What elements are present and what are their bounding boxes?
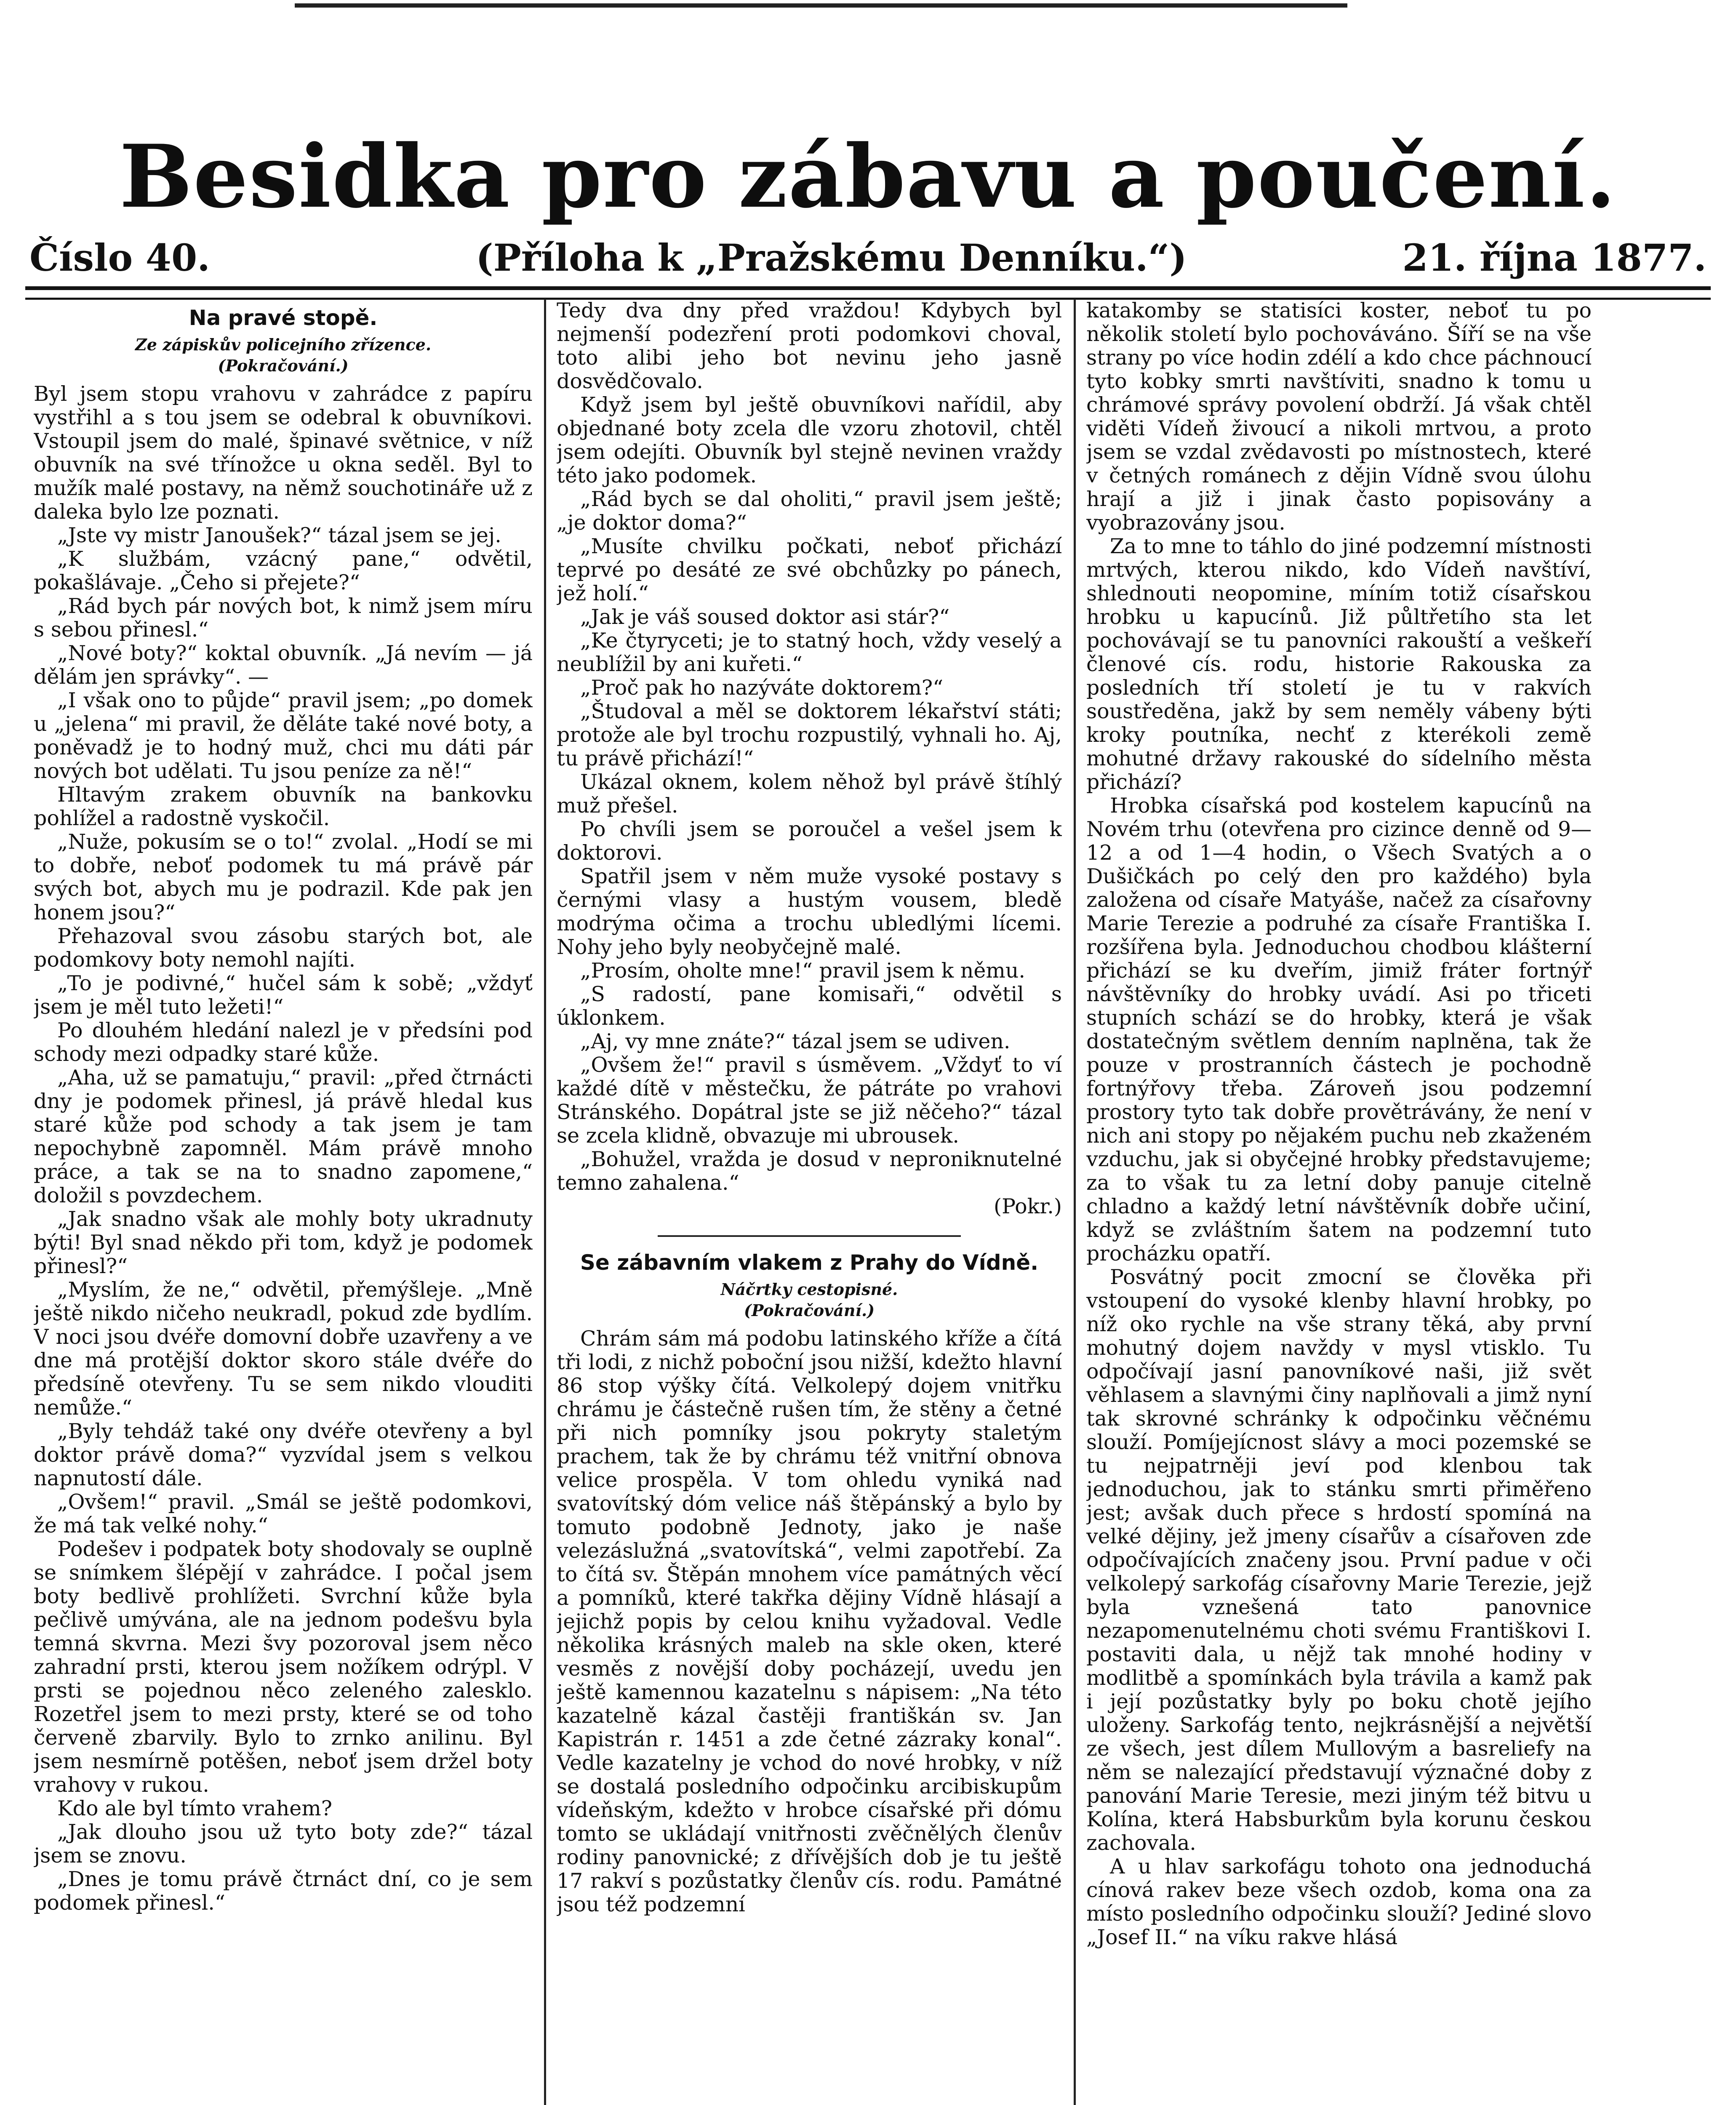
column-1 — [34, 299, 533, 2105]
article-heading: Se zábavním vlakem z Prahy do Vídně. — [580, 1250, 1039, 1275]
paragraph: „Bohužel, vražda je dosud v neproniknutelné temno zahalena.“ — [557, 1147, 1062, 1195]
paragraph: Po chvíli jsem se poroučel a vešel jsem k doktorovi. — [557, 817, 1062, 865]
paragraph: Byl jsem stopu vrahovu v zahrádce z papíru vystřihl a s tou jsem se odebral k obuvníkovi. Vstoupil jsem do malé, špinavé světnice, v níž obuvník na své třínožce u okna seděl. Byl to mužík malé postavy, na němž souchotináře už z daleka bylo lze poznati. — [34, 382, 533, 524]
paragraph: „Ovšem že!“ pravil s úsměvem. „Vždyť to ví každé dítě v městečku, že pátráte po vrahovi Stránského. Dopátral jste se již něčeho?“ tázal se zcela klidně, obvazuje mi ubrousek. — [557, 1053, 1062, 1148]
paragraph: Hltavým zrakem obuvník na bankovku pohlížel a radostně vyskočil. — [34, 783, 533, 830]
columns — [25, 299, 1711, 2105]
column-divider — [544, 299, 546, 2105]
paragraph: „Jste vy mistr Janoušek?“ tázal jsem se jej. — [57, 523, 501, 547]
paragraph: „Nuže, pokusím se o to!“ zvolal. „Hodí se mi to dobře, neboť podomek tu má právě pár svých bot, abych mu je podrazil. Kde pak jen honem jsou?“ — [34, 830, 533, 925]
paragraph: „Študoval a měl se doktorem lékařství státi; protože ale byl trochu rozpustilý, vyhnali ho. Aj, tu právě přichází!“ — [557, 699, 1062, 770]
paragraph: „Myslím, že ne,“ odvětil, přemýšleje. „Mně ještě nikdo ničeho neukradl, pokud zde bydlím. V noci jsou dvéře domovní dobře uzavřeny a ve dne má protější doktor skoro stále dvéře do předsíně otevřeny. Tu se sem nikdo vlouditi nemůže.“ — [34, 1278, 533, 1420]
continued-note: (Pokračování.) — [744, 1301, 875, 1320]
paragraph: „Ovšem!“ pravil. „Smál se ještě podomkovi, že má tak velké nohy.“ — [34, 1490, 533, 1537]
column-2 — [557, 299, 1062, 2105]
paragraph: Hrobka císařská pod kostelem kapucínů na Novém trhu (otevřena pro cizince denně od 9—12 a od 1—4 hodin, o Všech Svatých a o Dušičkách po celý den pro každého) byla založena od císaře Matyáše, načež za císařovny Marie Terezie a podruhé za císaře Františka I. rozšířena byla. Jednoduchou chodbou klášterní přichází se ku dveřím, jimiž fráter fortnýř návštěvníky do hrobky uvádí. Asi po třiceti stupních schází se do hrobky, která je však dostatečným světlem denním naplněna, tak že pouze v prostranních částech je pochodně fortnýřovy třeba. Zároveň jsou podzemní prostory tyto tak dobře provětrávány, že není v nich ani stopy po nějakém puchu neb zkaženém vzduchu, jak si obyčejné hrobky představujeme; za to však tu za letní doby panuje citelně chladno a každý letní návštěvník dobře učiní, když se zvláštním šatem na podzemní tuto procházku opatří. — [1086, 794, 1592, 1266]
paragraph: „S radostí, pane komisaři,“ odvětil s úklonkem. — [557, 982, 1062, 1030]
article-separator — [658, 1235, 961, 1237]
paragraph: „Proč pak ho nazýváte doktorem?“ — [580, 676, 944, 700]
masthead-title: Besidka pro zábavu a poučení. — [119, 126, 1617, 227]
paragraph: Podešev i podpatek boty shodovaly se ouplně se snímkem šlépějí v zahrádce. I počal jsem boty bedlivě prohlížeti. Svrchní kůže byla pečlivě umývána, ale na jednom podešvu byla temná skvrna. Mezi švy pozoroval jsem něco zahradní prsti, kterou jsem nožíkem odrýpl. V prsti se pojednou něco zeleného zalesklo. Rozetřel jsem to mezi prsty, které se od toho červeně zbarvily. Bylo to zrnko anilinu. Byl jsem nesmírně potěšen, neboť jsem držel boty vrahovy v rukou. — [34, 1537, 533, 1797]
article-subheading: Náčrtky cestopisné. — [720, 1280, 898, 1299]
paragraph: A u hlav sarkofágu tohoto ona jednoduchá cínová rakev beze všech ozdob, koma ona za místo posledního odpočinku slouží? Jediné slovo „Josef II.“ na víku rakve hlásá — [1086, 1855, 1592, 1949]
paragraph: „To je podivné,“ hučel sám k sobě; „vždyť jsem je měl tuto ležeti!“ — [34, 971, 533, 1019]
paragraph: katakomby se statisíci koster, neboť tu po několik století bylo pochováváno. Šíří se na vše strany po více hodin zdélí a kdo chce páchnoucí tyto kobky smrti navštíviti, snadno k tomu u chrámové správy povolení obdrží. Já však chtěl viděti Vídeň živoucí a nikoli mrtvou, a proto jsem se vzdal zvědavosti po místnostech, které v četných románech z dějin Vídně svou úlohu hrají a již i jinak často popisovány a vyobrazovány jsou. — [1086, 299, 1592, 535]
paragraph: Když jsem byl ještě obuvníkovi nařídil, aby objednané boty zcela dle vzoru zhotovil, chtěl jsem odejíti. Obuvník byl stejně nevinen vraždy této jako podomek. — [557, 393, 1062, 488]
paragraph: „Dnes je tomu právě čtrnáct dní, co je sem podomek přinesl.“ — [34, 1867, 533, 1915]
paragraph: Přehazoval svou zásobu starých bot, ale podomkovy boty nemohl najíti. — [34, 924, 533, 972]
paragraph: Chrám sám má podobu latinského kříže a čítá tři lodi, z nichž poboční jsou nižší, kdežto hlavní 86 stop výšky čítá. Velkolepý dojem vnitřku chrámu je částečně rušen tím, že stěny a četné při nich pomníky jsou pokryty staletým prachem, tak že by chrámu též vnitřní obnova velice prospěla. V tom ohledu vyniká nad svatovítský dóm velice náš štěpánský a bylo by tomuto podobně Jednoty, jako je naše velezáslužná „svatovítská“, velmi zapotřebí. Za to čítá sv. Štěpán mnohem více památných věcí a pomníků, které takřka dějiny Vídně hlásají a jejichž popis by celou knihu vyžadoval. Vedle několika krásných maleb na skle oken, které vesměs z novější doby pocházejí, uvedu jen ještě kamennou kazatelnu s nápisem: „Na této kazatelně kázal častěji františkán sv. Jan Kapistrán r. 1451 a zde četné zázraky konal“. Vedle kazatelny je vchod do nové hrobky, v níž se dostalá posledního odpočinku arcibiskupům vídeňským, kdežto v hrobce císařské při dómu tomto se ukládají vnitřnosti zvěčnělých členův rodiny panovnické; z dřívějších dob je tu ještě 17 rakví s pozůstatky členův cís. rodu. Památné jsou též podzemní — [557, 1327, 1062, 1916]
paragraph: „Prosím, oholte mne!“ pravil jsem k němu. — [580, 959, 1025, 983]
paragraph: Spatřil jsem v něm muže vysoké postavy s černými vlasy a hustým vousem, bledě modrýma očima a trochu ubledlými lícemi. Nohy jeho byly neobyčejně malé. — [557, 864, 1062, 959]
paragraph: „Musíte chvilku počkati, neboť přichází teprvé po desáté ze své obchůzky po pánech, jež holí.“ — [557, 534, 1062, 605]
paragraph: Po dlouhém hledání nalezl je v předsíni pod schody mezi odpadky staré kůže. — [34, 1018, 533, 1066]
paragraph: „Jak snadno však ale mohly boty ukradnuty býti! Byl snad někdo při tom, když je podomek přinesl?“ — [34, 1207, 533, 1278]
paragraph: „Ke čtyryceti; je to statný hoch, vždy veselý a neublížil by ani kuřeti.“ — [557, 629, 1062, 676]
masthead-double-rule — [25, 286, 1711, 300]
paragraph: „I však ono to půjde“ pravil jsem; „po domek u „jelena“ mi pravil, že děláte také nové boty, a poněvadž je to hodný muž, chci mu dáti pár nových bot udělati. Tu jsou peníze za ně!“ — [34, 688, 533, 783]
paragraph: „Jak dlouho jsou už tyto boty zde?“ tázal jsem se znovu. — [34, 1820, 533, 1868]
paragraph: „Aha, už se pamatuju,“ pravil: „před čtrnácti dny je podomek přinesl, já právě hledal kus staré kůže pod schody a tak jsem je tam nepochybně zapomněl. Mám právě mnoho práce, a tak se na to snadno zapomene,“ doložil s povzdechem. — [34, 1066, 533, 1207]
continued-note: (Pokračování.) — [218, 356, 349, 375]
paragraph: „K službám, vzácný pane,“ odvětil, pokašlávaje. „Čeho si přejete?“ — [34, 547, 533, 594]
paragraph: Tedy dva dny před vraždou! Kdybych byl nejmenší podezření proti podomkovi choval, toto alibi jeho bot nevinu jeho jasně dosvědčovalo. — [557, 299, 1062, 393]
dateline — [29, 236, 1707, 282]
paragraph: Kdo ale byl tímto vrahem? — [57, 1796, 333, 1820]
paragraph: „Rád bych se dal oholiti,“ pravil jsem ještě; „je doktor doma?“ — [557, 487, 1062, 535]
article-subheading: Ze zápiskův policejního zřízence. — [135, 335, 432, 354]
top-rule — [295, 3, 1347, 8]
continuation-mark: (Pokr.) — [993, 1194, 1062, 1218]
paragraph: „Nové boty?“ koktal obuvník. „Já nevím — já dělám jen správky“. — — [34, 641, 533, 689]
issue-date: 21. října 1877. — [1402, 236, 1707, 280]
paragraph: „Rád bych pár nových bot, k nimž jsem míru s sebou přinesl.“ — [34, 594, 533, 642]
paragraph: „Jak je váš soused doktor asi stár?“ — [580, 605, 950, 629]
supplement-note: (Příloha k „Pražskému Denníku.“) — [476, 236, 1187, 280]
paragraph: Ukázal oknem, kolem něhož byl právě štíhlý muž přešel. — [557, 770, 1062, 818]
paragraph: Za to mne to táhlo do jiné podzemní místnosti mrtvých, kterou nikdo, kdo Vídeň navštíví, shlednouti neopomine, míním totiž císařskou hrobku u kapucínů. Již půltřetího sta let pochovávají se tu panovníci rakouští a veškeří členové cís. rodu, historie Rakouska za posledních tří století je tu v rakvích soustředěna, jakž by sem neměly vábeny býti kroky poutníka, nechť z kterékoli země mohutné državy rakouské do sídelního města přichází? — [1086, 534, 1592, 794]
paragraph: „Byly tehdáž také ony dvéře otevřeny a byl doktor právě doma?“ vyzvídal jsem s velkou napnutostí dále. — [34, 1419, 533, 1490]
paragraph: Posvátný pocit zmocní se člověka při vstoupení do vysoké klenby hlavní hrobky, po níž oko rychle na vše strany těká, aby první mohutný dojem navždy v mysl vtisklo. Tu odpočívají jasní panovníkové naši, již svět věhlasem a slavnými činy naplňovali a jimž nyní tak skrovné schránky k odpočinku věčnému slouží. Pomíjejícnost slávy a moci pozemské se tu nejpatrněji jeví pod klenbou tak jednoduchou, jak to stánku smrti přiměřeno jest; avšak duch přece s hrdostí spomíná na velké dějiny, jež jmeny císařův a císařoven zde odpočívajících značeny jsou. První padue v oči velkolepý sarkofág císařovny Marie Terezie, jejž byla vznešená tato panovnice nezapomenutelnému choti svému Františkovi I. postaviti dala, u nějž tak mnohé hodiny v modlitbě a spomínkách byla trávila a kamž pak i její pozůstatky byly po boku chotě jejího uloženy. Sarkofág tento, nejkrásnější a největší ze všech, jest dílem Mullovým a basreliefy na něm se nalezající představují význačné doby z panování Marie Teresie, mezi jiným též bitvu u Kolína, která Habsburkům byla korunu českou zachovala. — [1086, 1265, 1592, 1855]
column-divider — [1074, 299, 1076, 2105]
article-heading: Na pravé stopě. — [189, 306, 378, 330]
issue-number: Číslo 40. — [29, 236, 210, 280]
column-3 — [1086, 299, 1592, 2105]
paragraph: „Aj, vy mne znáte?“ tázal jsem se udiven. — [580, 1029, 1011, 1053]
